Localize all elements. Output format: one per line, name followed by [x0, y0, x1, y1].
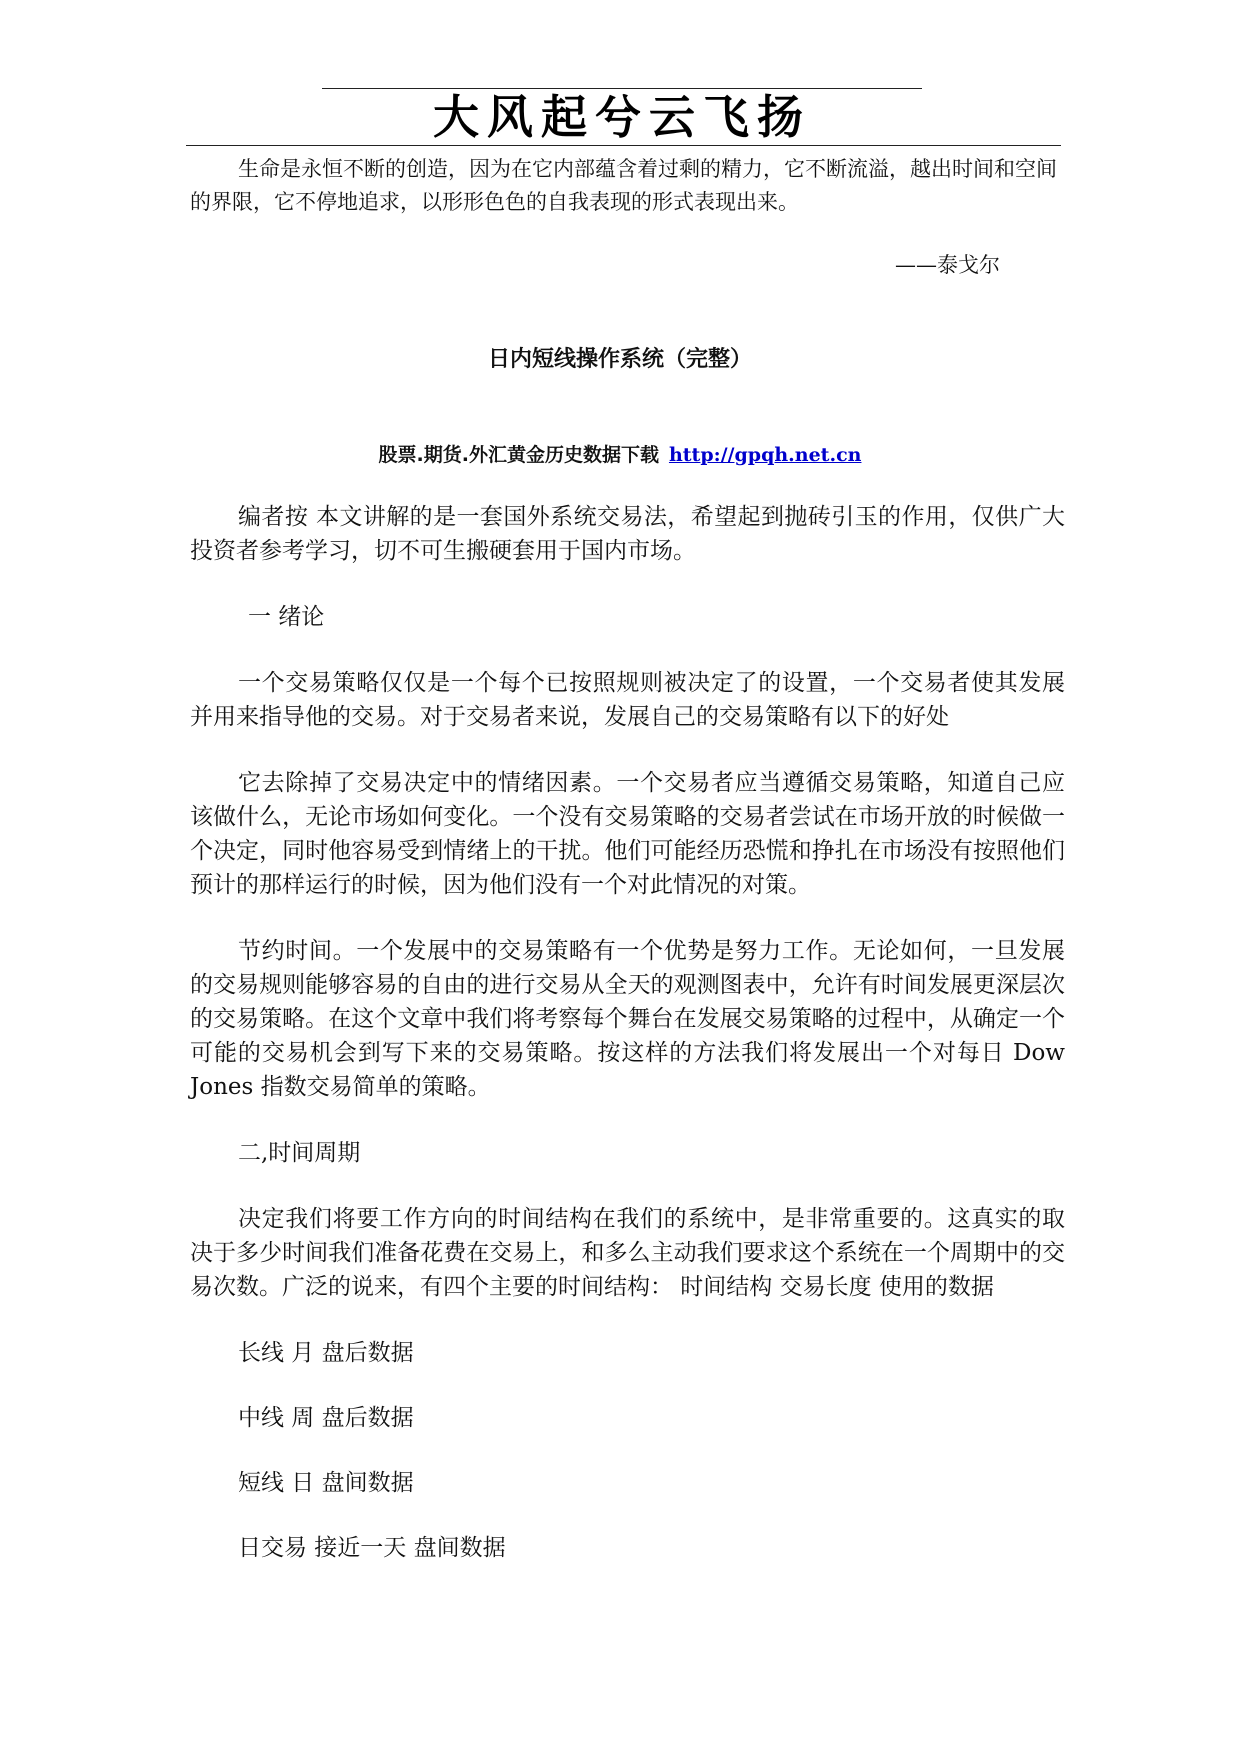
paragraph-editor-note: 编者按 本文讲解的是一套国外系统交易法，希望起到抛砖引玉的作用，仅供广大投资者参考学习，切不可生搬硬套用于国内市场。: [190, 504, 1065, 564]
paragraph-strategy-definition: 一个交易策略仅仅是一个每个已按照规则被决定了的设置，一个交易者使其发展并用来指导他的交易。对于交易者来说，发展自己的交易策略有以下的好处: [190, 670, 1065, 730]
paragraph-timeframe: 决定我们将要工作方向的时间结构在我们的系统中，是非常重要的。这真实的取决于多少时间我们准备花费在交易上，和多么主动我们要求这个系统在一个周期中的交易次数。广泛的说来，有四个主要的时间结构： 时间结构 交易长度 使用的数据: [190, 1206, 1065, 1300]
document-body: [190, 500, 1065, 1596]
source-label: 股票.期货.外汇黄金历史数据下载: [378, 444, 659, 466]
section-heading-intro: 一 绪论: [248, 604, 325, 630]
source-link[interactable]: http://gpqh.net.cn: [668, 444, 862, 466]
list-item-timeframe-short: 短线 日 盘间数据: [238, 1470, 414, 1496]
header-rule-bottom: [186, 145, 1061, 146]
epigraph-quote: 生命是永恒不断的创造，因为在它内部蕴含着过剩的精力，它不断流溢，越出时间和空间的界限，它不停地追求，以形形色色的自我表现的形式表现出来。: [190, 157, 1057, 214]
paragraph-emotion: 它去除掉了交易决定中的情绪因素。一个交易者应当遵循交易策略，知道自己应该做什么，无论市场如何变化。一个没有交易策略的交易者尝试在市场开放的时候做一个决定，同时他容易受到情绪上的干扰。他们可能经历恐慌和挣扎在市场没有按照他们预计的那样运行的时候，因为他们没有一个对此情况的对策。: [190, 770, 1065, 898]
document-title: 日内短线操作系统（完整）: [487, 347, 752, 372]
list-item-timeframe-long: 长线 月 盘后数据: [238, 1340, 414, 1366]
section-heading-timeframe: 二,时间周期: [238, 1140, 361, 1166]
paragraph-save-time: 节约时间。一个发展中的交易策略有一个优势是努力工作。无论如何，一旦发展的交易规则能够容易的自由的进行交易从全天的观测图表中，允许有时间发展更深层次的交易策略。在这个文章中我们将考察每个舞台在发展交易策略的过程中，从确定一个可能的交易机会到写下来的交易策略。按这样的方法我们将发展出一个对每日 Dow Jones 指数交易简单的策略。: [190, 938, 1065, 1100]
header-rule-top: [322, 88, 922, 89]
header-title: 大风起兮云飞扬: [433, 90, 811, 144]
list-item-timeframe-day: 日交易 接近一天 盘间数据: [238, 1535, 506, 1561]
epigraph-author: ——泰戈尔: [895, 253, 1000, 277]
list-item-timeframe-medium: 中线 周 盘后数据: [238, 1405, 414, 1431]
source-line: [190, 441, 1050, 469]
